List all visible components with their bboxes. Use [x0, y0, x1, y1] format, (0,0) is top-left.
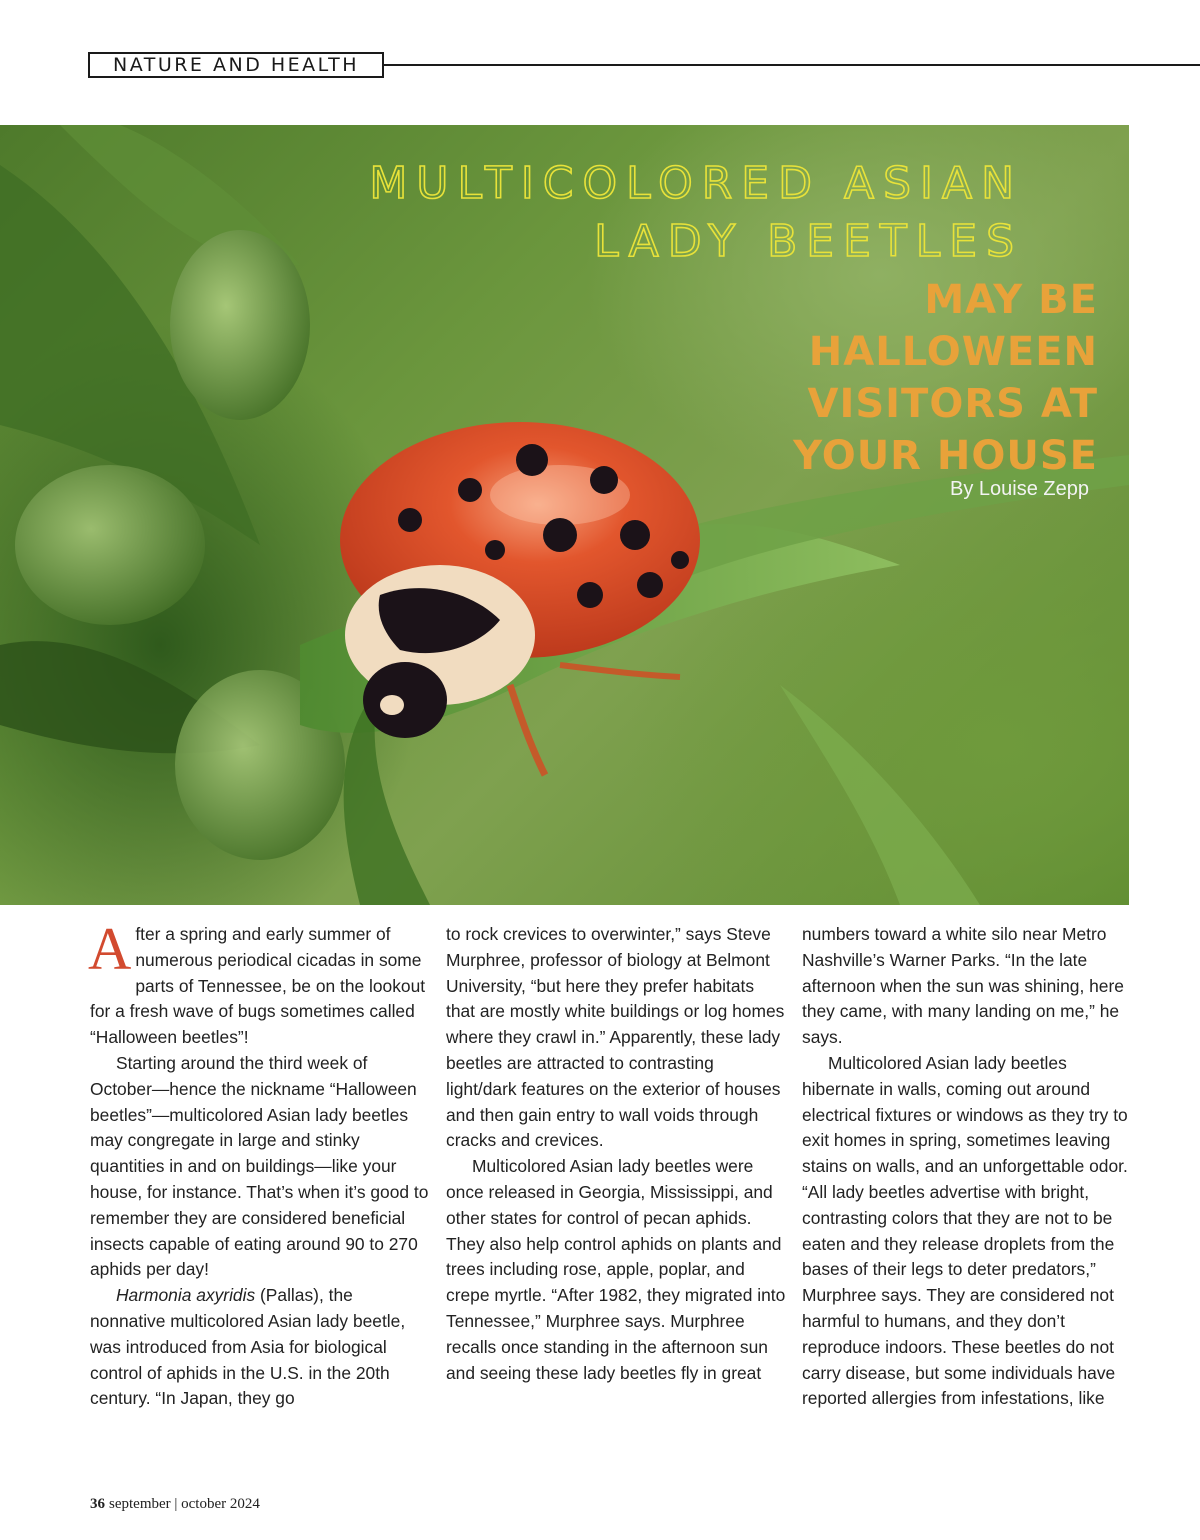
issue-date: september | october 2024	[109, 1496, 260, 1512]
column-2	[446, 922, 786, 1386]
column-3	[802, 922, 1142, 1412]
title-subtitle: MAY BE HALLOWEEN VISITORS AT YOUR HOUSE	[793, 277, 1098, 479]
section-rule	[384, 64, 1200, 66]
byline: By Louise Zepp	[950, 478, 1089, 500]
paragraph-text: (Pallas), the nonnative multicolored Asian lady beetle, was introduced from Asia for biological control of aphids in the U.S. in the 20th century. “In Japan, they go	[90, 1285, 406, 1409]
paragraph: Starting around the third week of October—hence the nickname “Halloween beetles”—multicolored Asian lady beetles may congregate in large and stinky quantities in and on buildings—like your house, for instance. That’s when it’s good to remember they are considered beneficial insects capable of eating around 90 to 270 aphids per day!	[90, 1052, 429, 1280]
title-line-1: MULTICOLORED ASIAN	[369, 158, 1023, 209]
column-1	[88, 916, 430, 1412]
title-line-2: LADY BEETLES	[594, 216, 1023, 267]
species-name: Harmonia axyridis	[116, 1285, 256, 1306]
page-footer	[90, 1496, 260, 1513]
paragraph: numbers toward a white silo near Metro Nashville’s Warner Parks. “In the late afternoon when the sun was shining, here they came, with many landing on me,” he says.	[802, 924, 1124, 1048]
paragraph: fter a spring and early summer of numerous periodical cicadas in some parts of Tennessee, be on the lookout for a fresh wave of bugs sometimes called “Halloween beetles”!	[90, 924, 426, 1048]
page-number: 36	[90, 1496, 105, 1512]
hero-photo	[0, 125, 1129, 905]
paragraph: Multicolored Asian lady beetles were once released in Georgia, Mississippi, and other states for control of pecan aphids. They also help control aphids on plants and trees including rose, apple, poplar, and crepe myrtle. “After 1982, they migrated into Tennessee,” Murphree says. Murphree recalls once standing in the afternoon sun and seeing these lady beetles fly in great	[446, 1156, 786, 1383]
paragraph	[90, 1283, 430, 1412]
drop-cap: A	[88, 916, 132, 982]
paragraph: to rock crevices to overwinter,” says Steve Murphree, professor of biology at Belmont University, “but here they prefer habitats that are mostly white buildings or log homes where they crawl in.” Apparently, these lady beetles are attracted to contrasting light/dark features on the exterior of houses and then gain entry to wall voids through cracks and crevices.	[446, 924, 785, 1151]
ladybug-icon	[340, 422, 700, 775]
paragraph: Multicolored Asian lady beetles hibernate in walls, coming out around electrical fixtures or windows as they try to exit homes in spring, sometimes leaving stains on walls, and an unforgettable odor. “All lady beetles advertise with bright, contrasting colors that they are not to be eaten and they release droplets from the bases of their legs to deter predators,” Murphree says. They are considered not harmful to humans, and they don’t reproduce indoors. These beetles do not carry disease, but some individuals have reported allergies from infestations, like	[802, 1052, 1128, 1409]
section-label: NATURE AND HEALTH	[88, 52, 384, 78]
